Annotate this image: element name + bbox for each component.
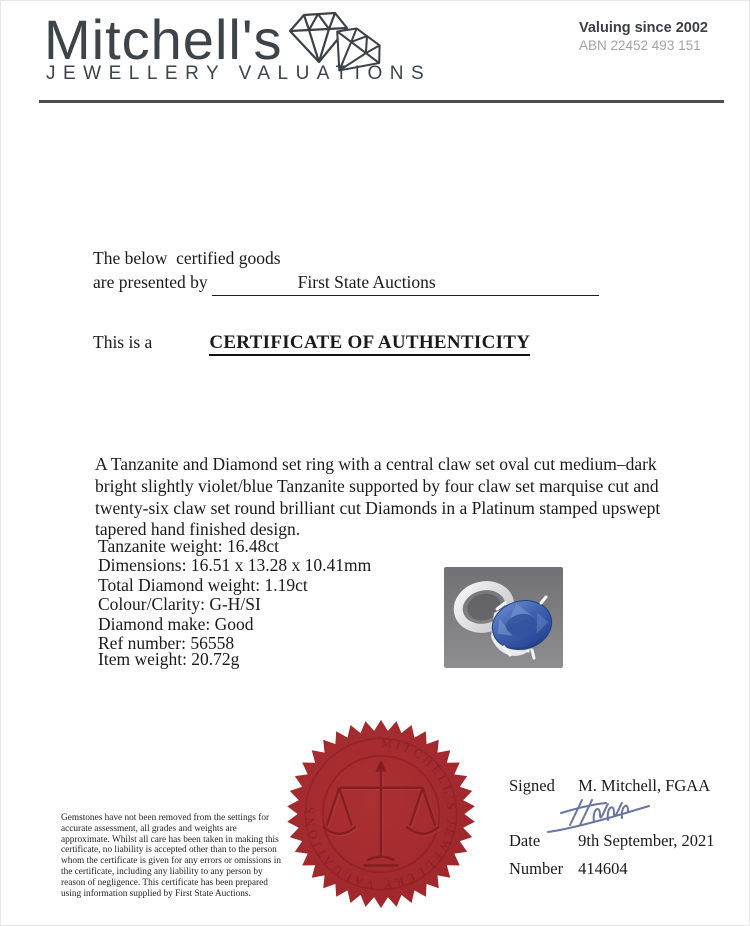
signed-label: Signed (509, 776, 555, 795)
seal-embossed-text: MITCHELL'S JEWELLERY VALUATIONS (302, 735, 460, 893)
item-weight: Item weight: 20.72g (98, 649, 240, 669)
brand-subtitle: JEWELLERY VALUATIONS (46, 63, 432, 84)
date-row (509, 831, 714, 851)
number-row (509, 859, 628, 879)
abn-number: ABN 22452 493 151 (579, 38, 701, 53)
details-list (98, 537, 371, 653)
detail-line: Colour/Clarity: G-H/SI (98, 594, 261, 615)
detail-line: Total Diamond weight: 1.19ct (98, 574, 308, 595)
signed-row (509, 776, 710, 796)
number-value: 414604 (578, 859, 628, 878)
wax-seal (284, 717, 478, 911)
presented-line1: The below certified goods (93, 248, 281, 268)
number-label: Number (509, 859, 564, 878)
title-prefix: This is a (93, 332, 153, 352)
item-description: A Tanzanite and Diamond set ring with a central claw set oval cut medium–dark bright slightly violet/blue Tanzanite supported by four claw set marquise cut and twenty-six claw set round brilliant cut Diamonds in a Platinum stamped upswept tapered hand finished design. (95, 454, 661, 540)
detail-line: Ref number: 56558 (98, 633, 235, 654)
detail-line: Dimensions: 16.51 x 13.28 x 10.41mm (98, 555, 372, 576)
presenter-name: First State Auctions (212, 270, 599, 296)
tagline: Valuing since 2002 (579, 20, 708, 36)
signature-ink (546, 794, 651, 836)
certificate-heading: CERTIFICATE OF AUTHENTICITY (209, 332, 530, 356)
presented-block (93, 246, 599, 296)
date-value: 9th September, 2021 (578, 831, 715, 850)
ring-photo (444, 567, 563, 668)
signed-value: M. Mitchell, FGAA (578, 776, 711, 795)
detail-line: Tanzanite weight: 16.48ct (98, 536, 280, 556)
disclaimer-text: Gemstones have not been removed from the settings for accurate assessment, all grades and weights are approximate. Whilst all care has been taken in making this certificate, no liability is accepted other than to the person whom the certificate is given for any errors or omissions in the certificate, including any liability to any person by reason of negligence. This certificate has been prepared using information supplied by First State Auctions. (61, 813, 281, 899)
header-right (579, 20, 708, 53)
title-row (93, 332, 530, 354)
date-label: Date (509, 831, 541, 850)
brand-name: Mitchell's (44, 8, 283, 71)
presented-line2 (93, 270, 599, 296)
header-divider (39, 100, 724, 103)
presented-prefix: are presented by (93, 272, 208, 292)
detail-line: Diamond make: Good (98, 613, 254, 634)
